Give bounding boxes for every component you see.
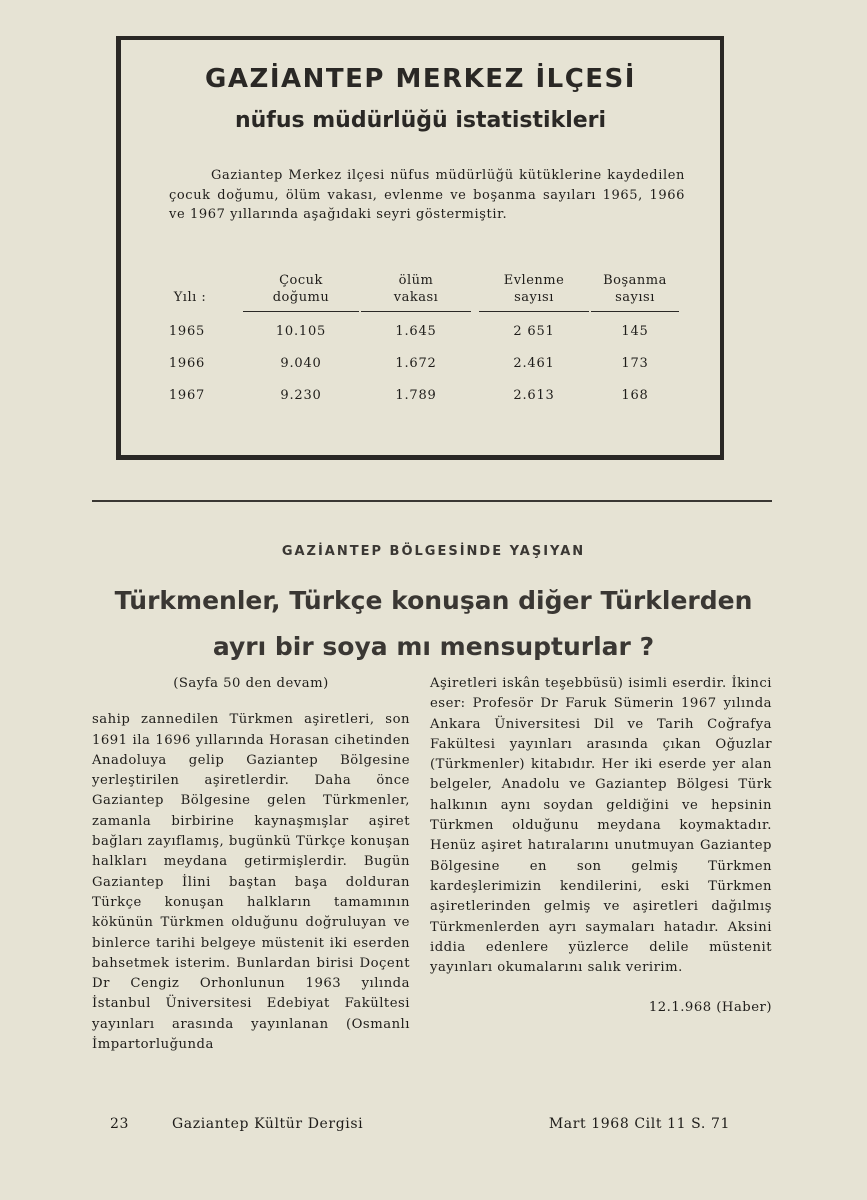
header-death: ölüm vakası — [361, 272, 471, 306]
article-headline — [40, 578, 827, 670]
section-divider — [92, 500, 772, 502]
statistics-box — [116, 36, 724, 460]
header-marriage: Evlenme sayısı — [479, 272, 589, 306]
headline-line-2: ayrı bir soya mı mensupturlar ? — [212, 632, 655, 661]
box-intro: Gaziantep Merkez ilçesi nüfus müdürlüğü kütüklerine kaydedilen çocuk doğumu, ölüm vakası, evlenme ve boşanma sayıları 1965, 1966 ve 1967 yıllarında aşağıdaki seyri göstermiştir. — [169, 168, 685, 222]
table-row: 1966 9.040 1.672 2.461 173 — [168, 356, 649, 371]
header-year: Yılı : — [173, 290, 207, 305]
article-column-left — [92, 674, 410, 1055]
header-divorce: Boşanma sayısı — [591, 272, 679, 306]
journal-name: Gaziantep Kültür Dergisi — [172, 1116, 364, 1132]
table-row: 1967 9.230 1.789 2.613 168 — [168, 388, 649, 403]
header-birth: Çocuk doğumu — [243, 272, 359, 306]
table-header — [165, 272, 695, 324]
continued-note: (Sayfa 50 den devam) — [173, 676, 329, 691]
article-body-right: Aşiretleri iskân teşebbüsü) isimli eserdir. İkinci eser: Profesör Dr Faruk Sümerin 1967 yılında Ankara Üniversitesi Dil ve Tarih Coğrafya Fakültesi yayınları arasında çıkan Oğuzlar (Türkmenler) kitabıdır. Her iki eserde yer alan belgeler, Anadolu ve Gaziantep Bölgesi Türk halkının aynı soydan geldiğini ve hepsinin Türkmen olduğunu meydana koymaktadır. Henüz aşiret hatıralarını unutmuyan Gaziantep Bölgesine en son gelmiş Türkmen kardeşlerimizin kendilerini, eski Türkmen aşiretlerinden gelmiş ve aşiretleri dağılmış Türkmenlerden ayrı saymaları hatadır. Aksini iddia edenlere yüzlerce delile müstenit yayınları okumalarını salık veririm. — [430, 676, 772, 976]
page-number: 23 — [110, 1116, 130, 1132]
article-signoff: 12.1.968 (Haber) — [648, 1000, 772, 1016]
article-column-right — [430, 674, 772, 1019]
headline-line-1: Türkmenler, Türkçe konuşan diğer Türklerden — [114, 586, 753, 615]
article-body-left: sahip zannedilen Türkmen aşiretleri, son 1691 ila 1696 yıllarında Horasan cihetinden Anadoluya gelip Gaziantep Bölgesine yerleştirilen aşiretlerdir. Daha önce Gaziantep Bölgesine gelen Türkmenler, zamanla birbirine kaynaşmışlar aşiret bağları zayıflamış, bugünkü Türkçe konuşan halkları meydana getirmişlerdir. Bugün Gaziantep İlini baştan başa dolduran Türkçe konuşan halkların tamamının kökünün Türkmen olduğunu doğruluyan ve binlerce tarihi belgeye müstenit iki eserden bahsetmek isterim. Bunlardan birisi Doçent Dr Cengiz Orhonlunun 1963 yılında İstanbul Üniversitesi Edebiyat Fakültesi yayınları arasında yayınlanan (Osmanlı İmpartorluğunda — [92, 712, 410, 1053]
box-subtitle: nüfus müdürlüğü istatistikleri — [234, 108, 607, 133]
table-row: 1965 10.105 1.645 2 651 145 — [168, 324, 649, 339]
article-kicker: GAZİANTEP BÖLGESİNDE YAŞIYAN — [281, 544, 586, 559]
box-title: GAZİANTEP MERKEZ İLÇESİ — [205, 64, 636, 94]
statistics-table — [165, 272, 695, 420]
issue-info: Mart 1968 Cilt 11 S. 71 — [548, 1116, 730, 1132]
